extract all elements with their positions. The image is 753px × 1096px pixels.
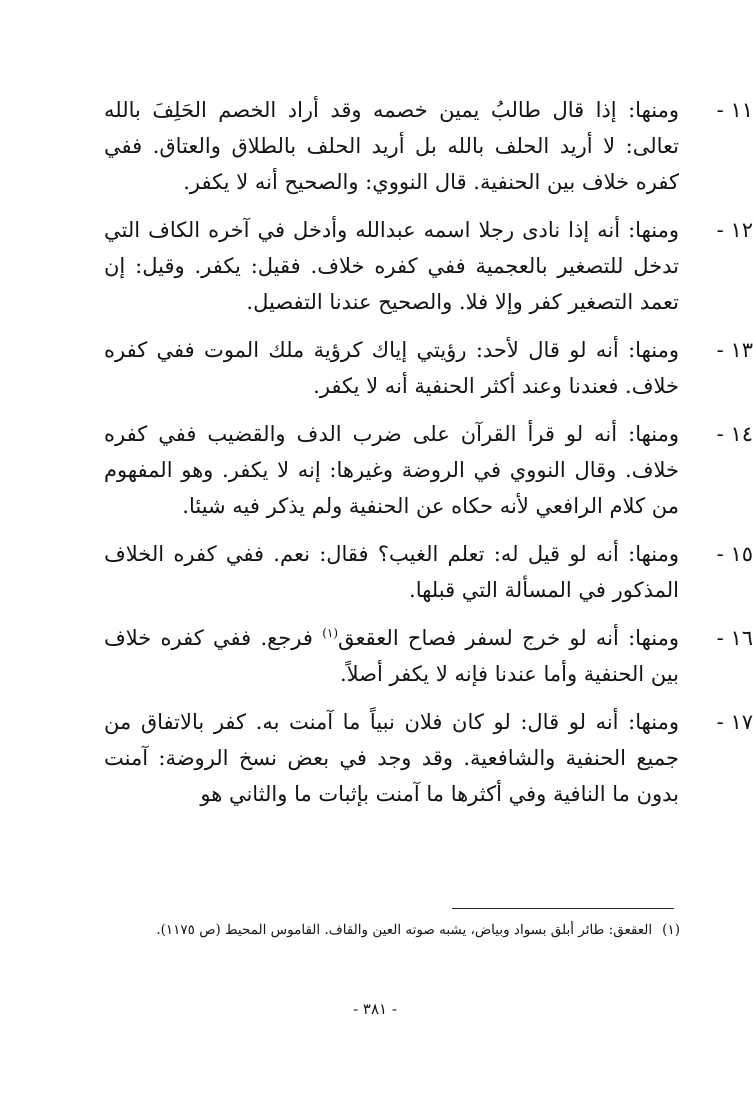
item-text: ومنها: أنه إذا نادى رجلا اسمه عبدالله وأدخل في آخره الكاف التي تدخل للتصغير بالعجمية ففي كفره خلاف. فقيل: يكفر. وقيل: إن تعمد التصغير كفر وإلا فلا. والصحيح عندنا التفصيل. xyxy=(104,218,679,314)
numbered-list xyxy=(104,92,753,824)
list-item xyxy=(104,620,753,692)
list-item xyxy=(104,332,753,404)
item-text: ومنها: أنه لو قال لأحد: رؤيتي إياك كرؤية ملك الموت ففي كفره خلاف. فعندنا وعند أكثر الحنفية أنه لا يكفر. xyxy=(104,338,679,398)
footnote-number: (١) xyxy=(662,922,680,938)
page-number: - ٣٨١ - xyxy=(353,1000,397,1018)
list-item xyxy=(104,212,753,320)
item-text-part: ومنها: أنه لو خرج لسفر فصاح العقعق xyxy=(338,626,679,650)
list-item xyxy=(104,704,753,812)
list-item xyxy=(104,536,753,608)
item-number: ١٤ - xyxy=(716,422,753,446)
item-number: ١٢ - xyxy=(716,218,753,242)
list-item xyxy=(104,92,753,200)
item-text: ومنها: أنه لو قيل له: تعلم الغيب؟ فقال: نعم. ففي كفره الخلاف المذكور في المسألة التي قبلها. xyxy=(104,542,679,602)
item-text-part: فرجع. ففي كفره خلاف بين الحنفية وأما عندنا فإنه لا يكفر أصلاً. xyxy=(104,626,679,686)
footnote-reference[interactable]: (١) xyxy=(322,626,339,640)
item-number: ١١ - xyxy=(716,98,753,122)
footnote xyxy=(100,918,680,942)
footnote-divider xyxy=(452,908,674,909)
item-text: ومنها: أنه لو قرأ القرآن على ضرب الدف والقضيب ففي كفره خلاف. وقال النووي في الروضة وغيرها: إنه لا يكفر. وهو المفهوم من كلام الرافعي لأنه حكاه عن الحنفية ولم يذكر فيه شيئا. xyxy=(104,422,679,518)
item-number: ١٣ - xyxy=(716,338,753,362)
item-number: ١٦ - xyxy=(716,626,753,650)
item-text xyxy=(104,620,679,692)
item-number: ١٧ - xyxy=(716,710,753,734)
list-item xyxy=(104,416,753,524)
footnote-text: العقعق: طائر أبلق بسواد وبياض، يشبه صوته العين والقاف. القاموس المحيط (ص ١١٧٥). xyxy=(156,922,653,938)
item-text: ومنها: إذا قال طالبُ يمين خصمه وقد أراد الخصم الحَلِفَ بالله تعالى: لا أريد الحلف بالله بل أريد الحلف بالطلاق والعتاق. ففي كفره خلاف بين الحنفية. قال النووي: والصحيح أنه لا يكفر. xyxy=(104,98,679,194)
item-number: ١٥ - xyxy=(716,542,753,566)
item-text: ومنها: أنه لو قال: لو كان فلان نبياً ما آمنت به. كفر بالاتفاق من جميع الحنفية والشافعية. وقد وجد في بعض نسخ الروضة: آمنت بدون ما النافية وفي أكثرها ما آمنت بإثبات ما والثاني هو xyxy=(104,710,679,806)
